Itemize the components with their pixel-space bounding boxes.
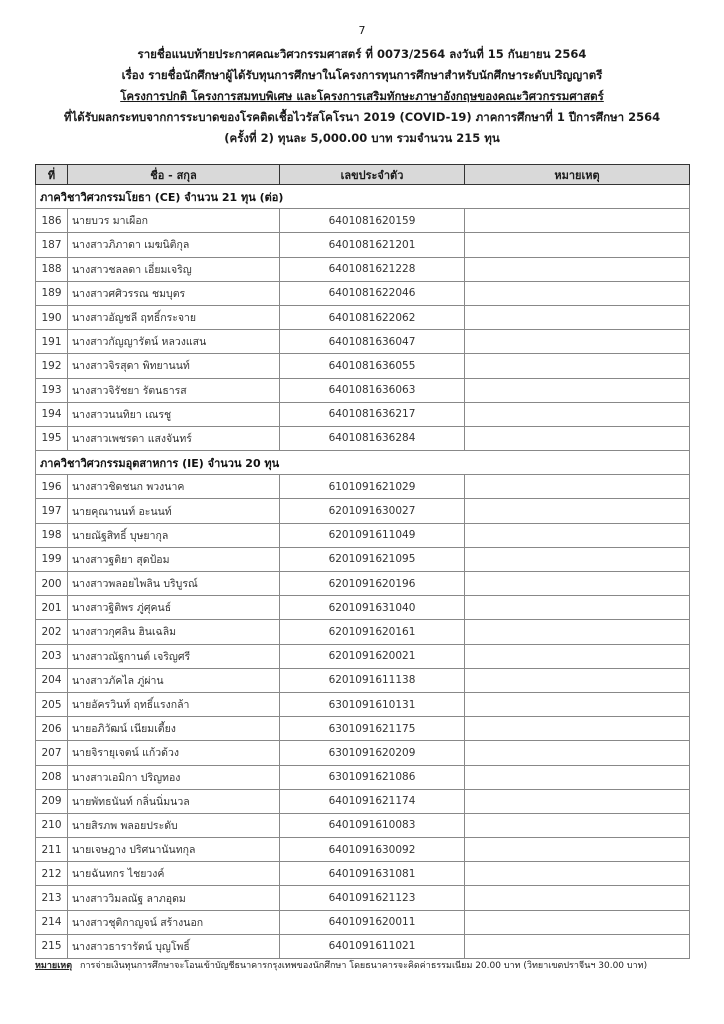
table-row	[36, 838, 690, 862]
student-name: นายบวร มาเผือก	[68, 209, 280, 233]
remark-cell	[465, 257, 690, 281]
row-number: 210	[36, 813, 68, 837]
remark-cell	[465, 378, 690, 402]
student-name: นายฉันทกร ไชยวงค์	[68, 862, 280, 886]
student-name: นายณัฐสิทธิ์ บุษยากุล	[68, 523, 280, 547]
row-number: 187	[36, 233, 68, 257]
row-number: 207	[36, 741, 68, 765]
table-row	[36, 305, 690, 329]
student-name: นางสาวจิรสุดา พิทยานนท์	[68, 354, 280, 378]
student-name: นางสาวฐติยา สุดป้อม	[68, 547, 280, 571]
student-name: นางสาวศศิวรรณ ชมบุตร	[68, 281, 280, 305]
student-name: นางสาวฐิติพร ภู่ศุคนธ์	[68, 596, 280, 620]
row-number: 204	[36, 668, 68, 692]
remark-cell	[465, 934, 690, 958]
row-number: 189	[36, 281, 68, 305]
table-row	[36, 741, 690, 765]
table-row	[36, 499, 690, 523]
student-name: นางสาวกุศลิน ฮินเฉลิม	[68, 620, 280, 644]
student-name: นายอัครวินท์ ฤทธิ์แรงกล้า	[68, 692, 280, 716]
student-id: 6401081636063	[280, 378, 465, 402]
remark-cell	[465, 426, 690, 450]
table-row	[36, 402, 690, 426]
header-name: ชื่อ - สกุล	[68, 165, 280, 185]
table-row	[36, 620, 690, 644]
student-id: 6401081621201	[280, 233, 465, 257]
student-name: นายสิรภพ พลอยประดับ	[68, 813, 280, 837]
student-id: 6401091621174	[280, 789, 465, 813]
heading-line-5: (ครั้งที่ 2) ทุนละ 5,000.00 บาท รวมจำนวน 215 ทุน	[224, 131, 500, 145]
student-name: นางสาวธารารัตน์ บุญโพธิ์	[68, 934, 280, 958]
heading-line-4: ที่ได้รับผลกระทบจากการระบาดของโรคติดเชื้อไวรัสโคโรนา 2019 (COVID-19) ภาคการศึกษาที่ 1 ปีการศึกษา 2564	[63, 110, 661, 124]
table-row	[36, 765, 690, 789]
remark-cell	[465, 813, 690, 837]
student-id: 6401081620159	[280, 209, 465, 233]
table-row	[36, 281, 690, 305]
row-number: 205	[36, 692, 68, 716]
student-name: นางสาวอัญชลี ฤทธิ์กระจาย	[68, 305, 280, 329]
remark-cell	[465, 644, 690, 668]
row-number: 193	[36, 378, 68, 402]
remark-cell	[465, 305, 690, 329]
row-number: 202	[36, 620, 68, 644]
remark-cell	[465, 281, 690, 305]
row-number: 203	[36, 644, 68, 668]
student-id: 6301091621175	[280, 717, 465, 741]
student-name: นางสาวเพชรดา แสงจันทร์	[68, 426, 280, 450]
remark-cell	[465, 499, 690, 523]
row-number: 215	[36, 934, 68, 958]
student-id: 6401091621123	[280, 886, 465, 910]
table-row	[36, 910, 690, 934]
remark-cell	[465, 741, 690, 765]
row-number: 206	[36, 717, 68, 741]
section-row	[36, 185, 690, 209]
page-number: 7	[358, 24, 366, 37]
student-id: 6101091621029	[280, 475, 465, 499]
row-number: 211	[36, 838, 68, 862]
student-id: 6401081622046	[280, 281, 465, 305]
row-number: 192	[36, 354, 68, 378]
footnote-label: หมายเหตุ	[35, 961, 73, 971]
table-row	[36, 330, 690, 354]
header-student-id: เลขประจำตัว	[280, 165, 465, 185]
remark-cell	[465, 523, 690, 547]
student-name: นายจิรายุเจตน์ แก้วด้วง	[68, 741, 280, 765]
student-id: 6401091630092	[280, 838, 465, 862]
student-id: 6401081622062	[280, 305, 465, 329]
row-number: 188	[36, 257, 68, 281]
remark-cell	[465, 862, 690, 886]
row-number: 213	[36, 886, 68, 910]
row-number: 195	[36, 426, 68, 450]
row-number: 200	[36, 572, 68, 596]
table-row	[36, 862, 690, 886]
footnote	[35, 958, 695, 972]
student-id: 6401081636284	[280, 426, 465, 450]
row-number: 214	[36, 910, 68, 934]
student-id: 6201091611049	[280, 523, 465, 547]
student-name: นางสาวกัญญารัตน์ หลวงแสน	[68, 330, 280, 354]
remark-cell	[465, 692, 690, 716]
table-row	[36, 934, 690, 958]
student-id: 6201091630027	[280, 499, 465, 523]
student-name: นางสาวนนทิยา เณรชู	[68, 402, 280, 426]
student-id: 6401081621228	[280, 257, 465, 281]
student-id: 6201091620161	[280, 620, 465, 644]
heading-line-2: เรื่อง รายชื่อนักศึกษาผู้ได้รับทุนการศึกษาในโครงการทุนการศึกษาสำหรับนักศึกษาระดับปริญญาตรี	[121, 68, 603, 82]
remark-cell	[465, 233, 690, 257]
table-row	[36, 233, 690, 257]
table-row	[36, 692, 690, 716]
student-name: นายอภิวัฒน์ เนียมเตี้ยง	[68, 717, 280, 741]
student-name: นางสาวเอมิกา ปริญทอง	[68, 765, 280, 789]
heading-line-3: โครงการปกติ โครงการสมทบพิเศษ และโครงการเสริมทักษะภาษาอังกฤษของคณะวิศวกรรมศาสตร์	[120, 89, 604, 103]
remark-cell	[465, 475, 690, 499]
scholarship-table	[35, 164, 690, 959]
remark-cell	[465, 717, 690, 741]
remark-cell	[465, 910, 690, 934]
remark-cell	[465, 402, 690, 426]
header-remark: หมายเหตุ	[465, 165, 690, 185]
table-row	[36, 209, 690, 233]
table-row	[36, 572, 690, 596]
student-id: 6401081636055	[280, 354, 465, 378]
table-row	[36, 354, 690, 378]
table-row	[36, 789, 690, 813]
row-number: 190	[36, 305, 68, 329]
student-name: นางสาวชิดชนก พวงนาค	[68, 475, 280, 499]
table-header-row	[36, 165, 690, 185]
row-number: 212	[36, 862, 68, 886]
student-name: นางสาวจิรัชยา รัตนธารส	[68, 378, 280, 402]
row-number: 186	[36, 209, 68, 233]
student-id: 6201091620021	[280, 644, 465, 668]
table-row	[36, 426, 690, 450]
student-id: 6401091631081	[280, 862, 465, 886]
student-name: นางสาวพลอยไพลิน บริบูรณ์	[68, 572, 280, 596]
row-number: 199	[36, 547, 68, 571]
student-id: 6201091631040	[280, 596, 465, 620]
table-row	[36, 378, 690, 402]
remark-cell	[465, 789, 690, 813]
table-row	[36, 644, 690, 668]
remark-cell	[465, 330, 690, 354]
student-id: 6401091611021	[280, 934, 465, 958]
student-id: 6301091610131	[280, 692, 465, 716]
row-number: 196	[36, 475, 68, 499]
row-number: 201	[36, 596, 68, 620]
table-row	[36, 668, 690, 692]
table-row	[36, 813, 690, 837]
row-number: 194	[36, 402, 68, 426]
remark-cell	[465, 838, 690, 862]
student-name: นางสาวชลลดา เอี่ยมเจริญ	[68, 257, 280, 281]
student-name: นายเจษฎาง ปริศนานันทกุล	[68, 838, 280, 862]
student-name: นางสาวณัฐกานต์ เจริญศรี	[68, 644, 280, 668]
remark-cell	[465, 547, 690, 571]
student-id: 6201091620196	[280, 572, 465, 596]
section-title: ภาควิชาวิศวกรรมอุตสาหการ (IE) จำนวน 20 ทุน	[36, 451, 690, 475]
student-name: นางสาวภิภาดา เมฆนิติกุล	[68, 233, 280, 257]
student-id: 6201091611138	[280, 668, 465, 692]
row-number: 198	[36, 523, 68, 547]
document-heading	[20, 44, 704, 149]
student-id: 6201091621095	[280, 547, 465, 571]
table-row	[36, 886, 690, 910]
student-id: 6301091621086	[280, 765, 465, 789]
student-id: 6401091610083	[280, 813, 465, 837]
remark-cell	[465, 572, 690, 596]
row-number: 209	[36, 789, 68, 813]
remark-cell	[465, 209, 690, 233]
student-name: นางสาวชุติกาญจน์ สร้างนอก	[68, 910, 280, 934]
table-row	[36, 596, 690, 620]
student-name: นางสาวภัคไล ภู่ผ่าน	[68, 668, 280, 692]
student-name: นางสาววิมลณัฐ ลาภอุดม	[68, 886, 280, 910]
student-name: นายคุณานนท์ อะนนท์	[68, 499, 280, 523]
remark-cell	[465, 354, 690, 378]
heading-line-1: รายชื่อแนบท้ายประกาศคณะวิศวกรรมศาสตร์ ที่ 0073/2564 ลงวันที่ 15 กันยายน 2564	[137, 47, 587, 61]
row-number: 191	[36, 330, 68, 354]
header-no: ที่	[36, 165, 68, 185]
table-body	[36, 185, 690, 959]
remark-cell	[465, 886, 690, 910]
row-number: 208	[36, 765, 68, 789]
student-id: 6401081636047	[280, 330, 465, 354]
student-name: นายพัทธนันท์ กลิ่นนิ่มนวล	[68, 789, 280, 813]
footnote-text: การจ่ายเงินทุนการศึกษาจะโอนเข้าบัญชีธนาคารกรุงเทพของนักศึกษา โดยธนาคารจะคิดค่าธรรมเนียม 20.00 บาท (วิทยาเขตปราจีนฯ 30.00 บาท)	[80, 961, 648, 971]
table-row	[36, 257, 690, 281]
table-row	[36, 523, 690, 547]
remark-cell	[465, 596, 690, 620]
remark-cell	[465, 765, 690, 789]
student-id: 6401091620011	[280, 910, 465, 934]
student-id: 6401081636217	[280, 402, 465, 426]
remark-cell	[465, 668, 690, 692]
student-id: 6301091620209	[280, 741, 465, 765]
row-number: 197	[36, 499, 68, 523]
table-row	[36, 547, 690, 571]
section-title: ภาควิชาวิศวกรรมโยธา (CE) จำนวน 21 ทุน (ต่อ)	[36, 185, 690, 209]
table-row	[36, 475, 690, 499]
table-row	[36, 717, 690, 741]
remark-cell	[465, 620, 690, 644]
section-row	[36, 451, 690, 475]
